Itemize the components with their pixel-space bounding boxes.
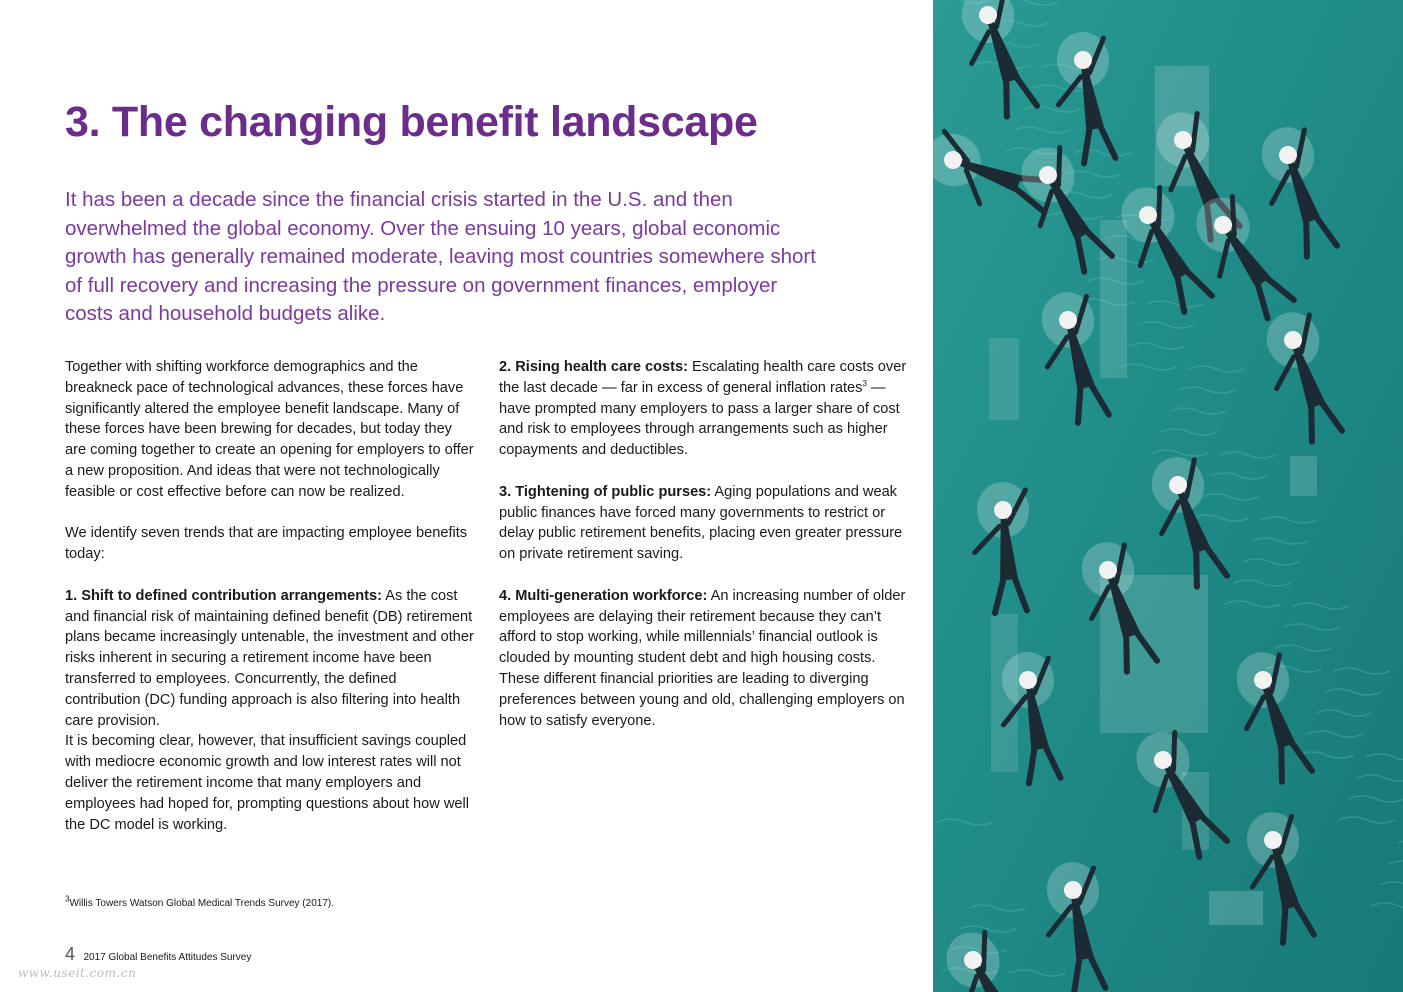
trend-1-continued: It is becoming clear, however, that insufficient savings coupled with mediocre economic growth and low interest rates will not deliver the retirement income that many employers and employees had hoped for, prompting questions about how well the DC model is working. <box>65 733 470 833</box>
footnote-text: Willis Towers Watson Global Medical Trends Survey (2017). <box>69 898 334 909</box>
trend-heading: 3. Tightening of public purses: <box>499 483 712 500</box>
right-column <box>499 357 909 752</box>
trend-4 <box>499 586 909 732</box>
left-column <box>65 357 475 856</box>
page-title: 3. The changing benefit landscape <box>65 98 758 146</box>
footnote-reference: 3 <box>862 378 867 388</box>
body-paragraph: We identify seven trends that are impacting employee benefits today: <box>65 525 468 563</box>
trend-text: Escalating health care costs over the last decade — far in excess of general inflation rates <box>499 359 907 396</box>
swimmers-photo <box>933 0 1403 992</box>
body-paragraph: Together with shifting workforce demographics and the breakneck pace of technological advances, these forces have significantly altered the employee benefit landscape. Many of these forces have been brewing for decades, but today they are coming together to create an opening for employers to offer a new proposition. And ideas that were not technologically feasible or cost effective before can now be realized. <box>65 359 474 500</box>
publication-title: 2017 Global Benefits Attitudes Survey <box>83 952 252 963</box>
trend-1 <box>65 586 475 732</box>
trend-heading: 1. Shift to defined contribution arrangements: <box>65 587 383 604</box>
trend-text: An increasing number of older employees are delaying their retirement because they can’t afford to stop working, while millennials’ financial outlook is clouded by mounting student debt and high housing costs. These different financial priorities are leading to diverging preferences between young and old, challenging employers on how to satisfy everyone. <box>499 587 906 729</box>
watermark: www.useit.com.cn <box>18 966 137 980</box>
trend-heading: 4. Multi-generation workforce: <box>499 587 708 604</box>
trend-heading: 2. Rising health care costs: <box>499 359 688 375</box>
page-footer <box>65 944 251 965</box>
trend-text: — have prompted many employers to pass a larger share of cost and risk to employees through arrangements such as higher copayments and deductibles. <box>499 379 900 459</box>
trend-text: Aging populations and weak public finances have forced many governments to restrict or delay public retirement benefits, placing even greater pressure on private retirement saving. <box>499 483 903 563</box>
footnote-marker: 3 <box>65 894 70 904</box>
intro-paragraph: It has been a decade since the financial crisis started in the U.S. and then overwhelmed the global economy. Over the ensuing 10 years, global economic growth has generally remained moderate, leaving most countries somewhere short of full recovery and increasing the pressure on government finances, employer costs and household budgets alike. <box>65 188 816 325</box>
swimmers-illustration <box>933 0 1403 992</box>
page-number: 4 <box>65 944 76 964</box>
trend-2 <box>499 357 909 461</box>
footnote <box>65 894 334 909</box>
trend-3 <box>499 482 909 565</box>
trend-text: As the cost and financial risk of maintaining defined benefit (DB) retirement plans became increasingly untenable, the investment and other risks inherent in securing a retirement income have been transferred to employees. Concurrently, the defined contribution (DC) funding approach is also filtering into health care provision. <box>65 587 474 729</box>
